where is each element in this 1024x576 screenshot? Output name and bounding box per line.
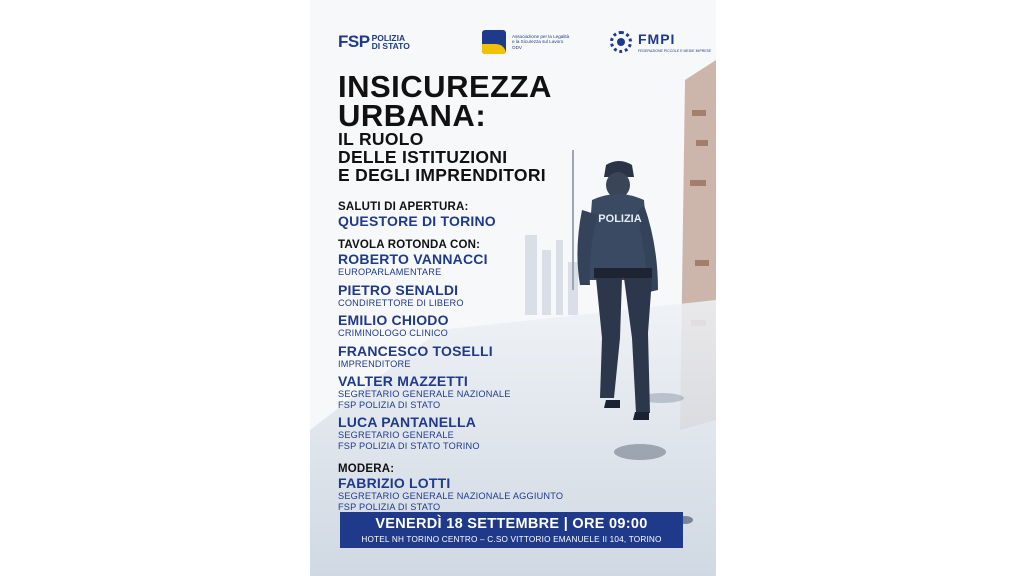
speaker-name: FRANCESCO TOSELLI bbox=[338, 342, 493, 359]
event-date-time: VENERDÌ 18 SETTEMBRE | ORE 09:00 bbox=[375, 516, 648, 532]
speaker-name: PIETRO SENALDI bbox=[338, 281, 459, 298]
speaker-name: VALTER MAZZETTI bbox=[338, 373, 469, 389]
gear-icon bbox=[610, 31, 632, 53]
speaker-role: IMPRENDITORE bbox=[338, 358, 411, 369]
logos-bar bbox=[310, 26, 716, 62]
fsp-logo-text: POLIZIA DI STATO bbox=[371, 33, 410, 51]
svg-text:POLIZIA: POLIZIA bbox=[598, 213, 642, 225]
moderator-role: FSP POLIZIA DI STATO bbox=[338, 501, 441, 512]
speaker-item bbox=[338, 343, 638, 370]
program-content bbox=[338, 201, 638, 512]
speaker-role: SEGRETARIO GENERALE bbox=[338, 430, 454, 440]
speaker-name: ROBERTO VANNACCI bbox=[338, 251, 488, 267]
moderator-role: SEGRETARIO GENERALE NAZIONALE AGGIUNTO bbox=[338, 491, 564, 501]
speaker-item bbox=[338, 373, 638, 410]
fsp-logo-mark: FSP bbox=[338, 32, 370, 51]
fmpi-logo bbox=[610, 26, 711, 58]
speaker-item bbox=[338, 282, 638, 309]
speaker-item bbox=[338, 251, 638, 278]
speaker-role: FSP POLIZIA DI STATO bbox=[338, 399, 441, 410]
speaker-role: CONDIRETTORE DI LIBERO bbox=[338, 297, 464, 308]
title-line-3: IL RUOLO bbox=[338, 129, 424, 149]
speaker-name: EMILIO CHIODO bbox=[338, 312, 449, 328]
fsp-polizia-logo bbox=[338, 26, 410, 58]
association-logo-text: Associazione per la Legalità e la Sicurezza sul Lavoro ODV bbox=[512, 33, 570, 50]
speaker-role: EUROPARLAMENTARE bbox=[338, 267, 442, 277]
moderator-name: FABRIZIO LOTTI bbox=[338, 475, 451, 491]
event-date-banner bbox=[340, 512, 683, 548]
moderator-label: MODERA: bbox=[338, 463, 395, 475]
speaker-role: SEGRETARIO GENERALE NAZIONALE bbox=[338, 389, 511, 399]
title-line-1: INSICUREZZA bbox=[338, 69, 552, 104]
title-line-5: E DEGLI IMPRENDITORI bbox=[338, 165, 546, 185]
event-poster bbox=[310, 0, 716, 576]
opening-name: QUESTORE DI TORINO bbox=[338, 213, 496, 229]
opening-label: SALUTI DI APERTURA: bbox=[338, 201, 469, 213]
speaker-item bbox=[338, 414, 638, 451]
speaker-item bbox=[338, 312, 638, 339]
poster-title bbox=[338, 69, 638, 185]
title-line-4: DELLE ISTITUZIONI bbox=[338, 147, 508, 167]
roundtable-label: TAVOLA ROTONDA CON: bbox=[338, 239, 481, 251]
association-logo bbox=[482, 26, 582, 58]
fmpi-name: FMPI bbox=[638, 31, 676, 47]
association-badge-icon bbox=[482, 30, 506, 54]
fmpi-subtitle: FEDERAZIONE PICCOLE E MEDIE IMPRESE bbox=[638, 49, 712, 53]
speaker-role: FSP POLIZIA DI STATO TORINO bbox=[338, 440, 480, 451]
event-venue: HOTEL NH TORINO CENTRO – C.SO VITTORIO EMANUELE II 104, TORINO bbox=[361, 535, 662, 544]
speaker-name: LUCA PANTANELLA bbox=[338, 414, 477, 430]
title-line-2: URBANA: bbox=[338, 98, 487, 133]
speaker-role: CRIMINOLOGO CLINICO bbox=[338, 328, 448, 338]
